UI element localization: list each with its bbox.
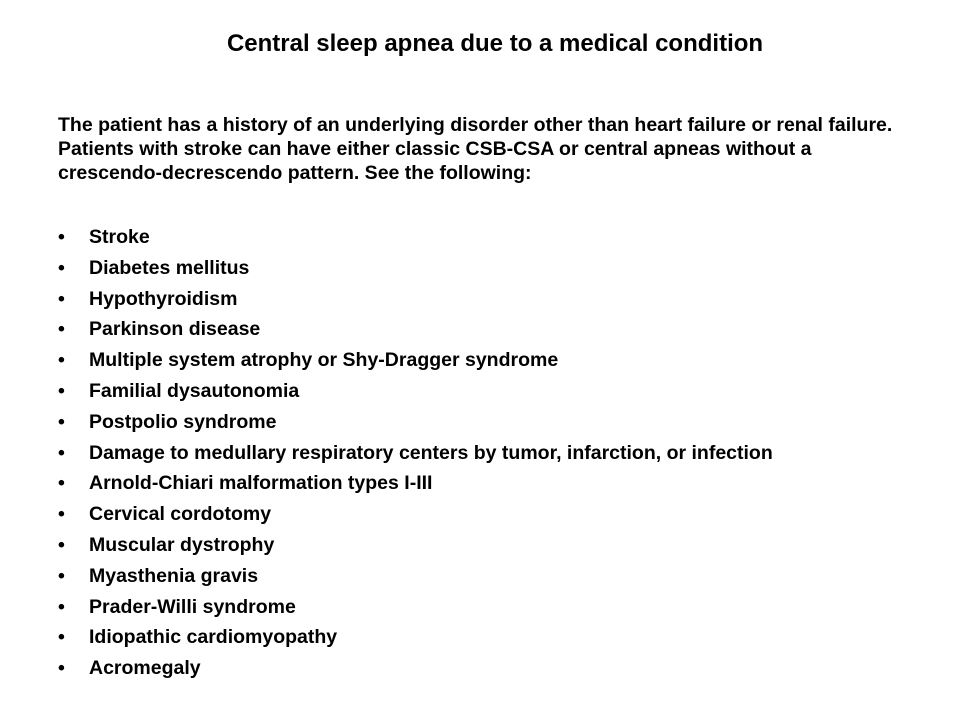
list-item: [58, 317, 918, 348]
list-item-text: Parkinson disease: [89, 318, 261, 341]
list-item-text: Stroke: [89, 226, 150, 248]
list-item-text: Damage to medullary respiratory centers by tumor, infarction, or infection: [89, 441, 773, 464]
list-item: [58, 471, 918, 502]
list-item: [58, 656, 918, 687]
list-item: [58, 595, 918, 626]
bullet-icon: •: [58, 379, 65, 402]
bullet-icon: •: [58, 441, 65, 464]
list-item-text: Familial dysautonomia: [89, 379, 300, 402]
slide-title: Central sleep apnea due to a medical condition: [226, 30, 764, 57]
list-item: [58, 379, 918, 410]
list-item-text: Multiple system atrophy or Shy-Dragger syndrome: [89, 349, 559, 372]
bullet-icon: •: [58, 564, 65, 587]
bullet-icon: •: [58, 626, 65, 649]
list-item: [58, 441, 918, 472]
list-item: [58, 625, 918, 656]
bullet-icon: •: [58, 349, 65, 372]
list-item-text: Postpolio syndrome: [89, 410, 277, 433]
list-item-text: Idiopathic cardiomyopathy: [89, 626, 338, 649]
bullet-icon: •: [58, 503, 65, 526]
list-item-text: Acromegaly: [89, 657, 201, 680]
list-item: [58, 256, 918, 287]
list-item: [58, 564, 918, 595]
bullet-icon: •: [58, 533, 65, 556]
list-item-text: Muscular dystrophy: [89, 533, 275, 556]
list-item: [58, 348, 918, 379]
list-item: [58, 287, 918, 318]
list-item: [58, 533, 918, 564]
bullet-icon: •: [58, 595, 65, 618]
list-item-text: Hypothyroidism: [89, 287, 238, 310]
bullet-icon: •: [58, 287, 65, 310]
list-item: [58, 410, 918, 441]
intro-paragraph: The patient has a history of an underlying disorder other than heart failure or renal failure. Patients with stroke can have either classic CSB-CSA or central apneas without a crescendo-decrescendo pattern. See the following:: [58, 114, 893, 184]
list-item: [58, 502, 918, 533]
bullet-icon: •: [58, 226, 65, 248]
bullet-icon: •: [58, 657, 65, 680]
list-item-text: Prader-Willi syndrome: [89, 595, 296, 618]
bullet-icon: •: [58, 256, 65, 279]
list-item-text: Cervical cordotomy: [89, 503, 272, 526]
list-item-text: Diabetes mellitus: [89, 256, 250, 279]
list-item: [58, 225, 918, 256]
list-item-text: Myasthenia gravis: [89, 564, 259, 587]
bullet-icon: •: [58, 318, 65, 341]
bullet-icon: •: [58, 410, 65, 433]
bullet-icon: •: [58, 472, 65, 495]
list-item-text: Arnold-Chiari malformation types I-III: [89, 472, 433, 495]
condition-list: [58, 225, 918, 687]
